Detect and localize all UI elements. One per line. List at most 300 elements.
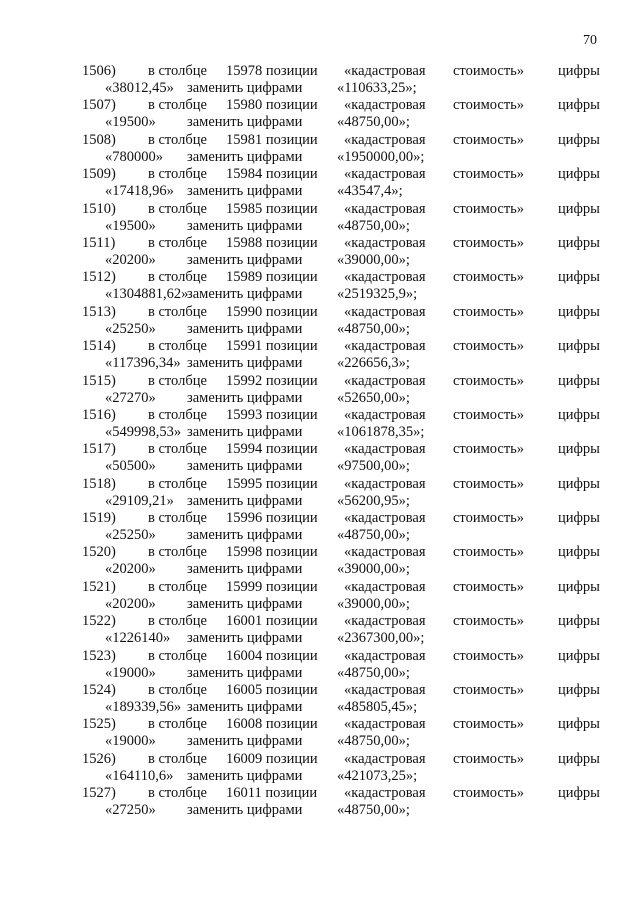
cadastral-text: «кадастровая <box>344 613 426 630</box>
in-column-text: в столбце <box>148 613 207 630</box>
column-number: 15998 <box>226 544 263 561</box>
amendment-line-1 <box>82 304 604 321</box>
item-number: 1513) <box>82 303 116 320</box>
column-position <box>226 304 318 321</box>
item-number: 1522) <box>82 613 116 630</box>
digits-text: цифры <box>558 682 600 699</box>
amendment-item <box>82 269 604 303</box>
column-number: 15978 <box>226 63 263 79</box>
cadastral-text: «кадастровая <box>344 303 426 320</box>
replace-with-text: заменить цифрами <box>187 80 303 96</box>
amendment-item <box>82 682 604 716</box>
column-position <box>226 579 318 596</box>
value-word-text: стоимость» <box>453 97 525 114</box>
column-number: 15999 <box>226 578 263 595</box>
column-number: 16005 <box>226 682 263 699</box>
column-position <box>226 338 318 355</box>
positions-text: позиции <box>265 269 318 286</box>
column-number: 15980 <box>226 97 263 114</box>
new-value: «48750,00»; <box>337 320 410 337</box>
cadastral-text: «кадастровая <box>344 338 426 355</box>
column-position <box>226 544 318 561</box>
column-position <box>226 201 318 218</box>
cadastral-text: «кадастровая <box>344 578 426 595</box>
new-value: «52650,00»; <box>337 389 410 406</box>
item-number: 1516) <box>82 406 116 423</box>
replace-with-text: заменить цифрами <box>187 355 303 372</box>
positions-text: позиции <box>265 406 318 423</box>
item-number: 1515) <box>82 372 116 389</box>
amendment-item <box>82 304 604 338</box>
column-number: 16011 <box>226 785 262 802</box>
amendment-line-1 <box>82 751 604 768</box>
column-position <box>226 476 318 493</box>
column-number: 15989 <box>226 269 263 286</box>
column-number: 15990 <box>226 303 263 320</box>
column-position <box>226 648 318 665</box>
value-word-text: стоимость» <box>453 166 525 183</box>
item-number: 1523) <box>82 647 116 664</box>
new-value: «226656,3»; <box>337 355 410 372</box>
in-column-text: в столбце <box>148 441 207 458</box>
digits-text: цифры <box>558 785 600 802</box>
amendment-item <box>82 235 604 269</box>
replace-with-text: заменить цифрами <box>187 492 303 509</box>
column-number: 15995 <box>226 475 263 492</box>
positions-text: позиции <box>265 785 318 802</box>
item-number: 1509) <box>82 166 116 183</box>
amendment-line-1 <box>82 648 604 665</box>
column-position <box>226 407 318 424</box>
old-value: «780000» <box>105 148 163 165</box>
value-word-text: стоимость» <box>453 475 525 492</box>
digits-text: цифры <box>558 131 600 148</box>
digits-text: цифры <box>558 441 600 458</box>
old-value: «164110,6» <box>105 767 174 784</box>
old-value: «19000» <box>105 733 156 750</box>
amendment-item <box>82 510 604 544</box>
amendment-line-1 <box>82 613 604 630</box>
page-number: 70 <box>583 33 597 48</box>
column-position <box>226 441 318 458</box>
positions-text: позиции <box>265 613 318 630</box>
column-position <box>226 751 318 768</box>
amendment-line-1 <box>82 510 604 527</box>
digits-text: цифры <box>558 338 600 355</box>
document-body <box>82 63 604 820</box>
column-number: 15984 <box>226 166 263 183</box>
new-value: «97500,00»; <box>337 458 410 475</box>
column-number: 15993 <box>226 406 263 423</box>
in-column-text: в столбце <box>148 97 207 114</box>
value-word-text: стоимость» <box>453 682 525 699</box>
old-value: «19000» <box>105 664 156 681</box>
positions-text: позиции <box>265 97 318 114</box>
amendment-item <box>82 63 604 97</box>
item-number: 1524) <box>82 682 116 699</box>
column-number: 16001 <box>226 613 263 630</box>
cadastral-text: «кадастровая <box>344 406 426 423</box>
replace-with-text: заменить цифрами <box>187 802 303 819</box>
old-value: «549998,53» <box>105 423 182 440</box>
cadastral-text: «кадастровая <box>344 716 426 733</box>
item-number: 1525) <box>82 716 116 733</box>
in-column-text: в столбце <box>148 303 207 320</box>
cadastral-text: «кадастровая <box>344 131 426 148</box>
replace-with-text: заменить цифрами <box>187 320 303 337</box>
in-column-text: в столбце <box>148 647 207 664</box>
old-value: «189339,56» <box>105 699 182 716</box>
item-number: 1526) <box>82 750 116 767</box>
digits-text: цифры <box>558 97 600 114</box>
amendment-line-1 <box>82 407 604 424</box>
positions-text: позиции <box>265 63 318 79</box>
amendment-line-2 <box>82 768 604 785</box>
amendment-line-1 <box>82 441 604 458</box>
amendment-line-2 <box>82 561 604 578</box>
value-word-text: стоимость» <box>453 200 525 217</box>
item-number: 1519) <box>82 510 116 527</box>
amendment-item <box>82 785 604 819</box>
old-value: «20200» <box>105 251 156 268</box>
amendment-item <box>82 716 604 750</box>
amendment-item <box>82 476 604 510</box>
replace-with-text: заменить цифрами <box>187 217 303 234</box>
in-column-text: в столбце <box>148 200 207 217</box>
column-number: 15994 <box>226 441 263 458</box>
replace-with-text: заменить цифрами <box>187 183 303 200</box>
digits-text: цифры <box>558 544 600 561</box>
new-value: «48750,00»; <box>337 733 410 750</box>
cadastral-text: «кадастровая <box>344 647 426 664</box>
in-column-text: в столбце <box>148 63 207 79</box>
column-number: 15992 <box>226 372 263 389</box>
old-value: «19500» <box>105 217 156 234</box>
cadastral-text: «кадастровая <box>344 441 426 458</box>
column-position <box>226 373 318 390</box>
digits-text: цифры <box>558 63 600 79</box>
old-value: «25250» <box>105 527 156 544</box>
cadastral-text: «кадастровая <box>344 372 426 389</box>
value-word-text: стоимость» <box>453 613 525 630</box>
cadastral-text: «кадастровая <box>344 97 426 114</box>
cadastral-text: «кадастровая <box>344 682 426 699</box>
positions-text: позиции <box>265 750 318 767</box>
digits-text: цифры <box>558 372 600 389</box>
digits-text: цифры <box>558 406 600 423</box>
amendment-line-2 <box>82 390 604 407</box>
replace-with-text: заменить цифрами <box>187 595 303 612</box>
column-position <box>226 235 318 252</box>
old-value: «27270» <box>105 389 156 406</box>
digits-text: цифры <box>558 475 600 492</box>
item-number: 1520) <box>82 544 116 561</box>
in-column-text: в столбце <box>148 750 207 767</box>
digits-text: цифры <box>558 750 600 767</box>
in-column-text: в столбце <box>148 475 207 492</box>
value-word-text: стоимость» <box>453 716 525 733</box>
amendment-item <box>82 338 604 372</box>
value-word-text: стоимость» <box>453 647 525 664</box>
digits-text: цифры <box>558 647 600 664</box>
cadastral-text: «кадастровая <box>344 269 426 286</box>
value-word-text: стоимость» <box>453 578 525 595</box>
cadastral-text: «кадастровая <box>344 544 426 561</box>
digits-text: цифры <box>558 303 600 320</box>
in-column-text: в столбце <box>148 131 207 148</box>
new-value: «485805,45»; <box>337 699 418 716</box>
digits-text: цифры <box>558 510 600 527</box>
value-word-text: стоимость» <box>453 441 525 458</box>
old-value: «25250» <box>105 320 156 337</box>
in-column-text: в столбце <box>148 372 207 389</box>
amendment-line-1 <box>82 132 604 149</box>
amendment-line-1 <box>82 544 604 561</box>
old-value: «20200» <box>105 561 156 578</box>
amendment-line-2 <box>82 80 604 97</box>
cadastral-text: «кадастровая <box>344 166 426 183</box>
value-word-text: стоимость» <box>453 406 525 423</box>
item-number: 1518) <box>82 475 116 492</box>
new-value: «39000,00»; <box>337 561 410 578</box>
amendment-item <box>82 97 604 131</box>
amendment-item <box>82 544 604 578</box>
amendment-line-1 <box>82 373 604 390</box>
value-word-text: стоимость» <box>453 131 525 148</box>
value-word-text: стоимость» <box>453 338 525 355</box>
in-column-text: в столбце <box>148 510 207 527</box>
cadastral-text: «кадастровая <box>344 200 426 217</box>
column-position <box>226 132 318 149</box>
column-number: 16009 <box>226 750 263 767</box>
old-value: «1304881,62» <box>105 286 189 303</box>
column-number: 15985 <box>226 200 263 217</box>
amendment-item <box>82 201 604 235</box>
new-value: «48750,00»; <box>337 802 410 819</box>
amendment-line-2 <box>82 114 604 131</box>
amendment-line-1 <box>82 716 604 733</box>
amendment-item <box>82 613 604 647</box>
amendment-line-1 <box>82 682 604 699</box>
positions-text: позиции <box>265 338 318 355</box>
new-value: «48750,00»; <box>337 664 410 681</box>
amendment-line-2 <box>82 665 604 682</box>
positions-text: позиции <box>265 200 318 217</box>
amendment-line-2 <box>82 355 604 372</box>
new-value: «43547,4»; <box>337 183 403 200</box>
column-number: 15988 <box>226 234 263 251</box>
replace-with-text: заменить цифрами <box>187 630 303 647</box>
amendment-line-1 <box>82 235 604 252</box>
amendment-item <box>82 407 604 441</box>
new-value: «56200,95»; <box>337 492 410 509</box>
replace-with-text: заменить цифрами <box>187 767 303 784</box>
new-value: «39000,00»; <box>337 595 410 612</box>
column-number: 15991 <box>226 338 263 355</box>
old-value: «19500» <box>105 114 156 131</box>
value-word-text: стоимость» <box>453 785 525 802</box>
column-number: 16008 <box>226 716 263 733</box>
new-value: «110633,25»; <box>337 80 417 96</box>
in-column-text: в столбце <box>148 269 207 286</box>
new-value: «2367300,00»; <box>337 630 425 647</box>
positions-text: позиции <box>265 234 318 251</box>
amendment-line-1 <box>82 269 604 286</box>
replace-with-text: заменить цифрами <box>187 733 303 750</box>
positions-text: позиции <box>265 131 318 148</box>
amendment-line-2 <box>82 149 604 166</box>
in-column-text: в столбце <box>148 544 207 561</box>
item-number: 1506) <box>82 63 116 79</box>
amendment-line-2 <box>82 424 604 441</box>
item-number: 1507) <box>82 97 116 114</box>
replace-with-text: заменить цифрами <box>187 527 303 544</box>
amendment-line-1 <box>82 166 604 183</box>
replace-with-text: заменить цифрами <box>187 699 303 716</box>
amendment-line-2 <box>82 218 604 235</box>
cadastral-text: «кадастровая <box>344 510 426 527</box>
column-position <box>226 166 318 183</box>
amendment-item <box>82 751 604 785</box>
positions-text: позиции <box>265 716 318 733</box>
amendment-line-2 <box>82 596 604 613</box>
amendment-item <box>82 648 604 682</box>
item-number: 1510) <box>82 200 116 217</box>
cadastral-text: «кадастровая <box>344 475 426 492</box>
amendment-item <box>82 132 604 166</box>
positions-text: позиции <box>265 544 318 561</box>
in-column-text: в столбце <box>148 166 207 183</box>
amendment-line-1 <box>82 338 604 355</box>
amendment-line-2 <box>82 699 604 716</box>
in-column-text: в столбце <box>148 406 207 423</box>
positions-text: позиции <box>265 682 318 699</box>
item-number: 1517) <box>82 441 116 458</box>
amendment-line-2 <box>82 493 604 510</box>
old-value: «50500» <box>105 458 156 475</box>
amendment-line-2 <box>82 458 604 475</box>
old-value: «1226140» <box>105 630 171 647</box>
old-value: «20200» <box>105 595 156 612</box>
column-position <box>226 785 317 802</box>
digits-text: цифры <box>558 200 600 217</box>
cadastral-text: «кадастровая <box>344 234 426 251</box>
in-column-text: в столбце <box>148 785 207 802</box>
replace-with-text: заменить цифрами <box>187 114 303 131</box>
old-value: «117396,34» <box>105 355 181 372</box>
amendment-line-1 <box>82 785 604 802</box>
column-number: 16004 <box>226 647 263 664</box>
value-word-text: стоимость» <box>453 510 525 527</box>
positions-text: позиции <box>265 475 318 492</box>
in-column-text: в столбце <box>148 338 207 355</box>
old-value: «27250» <box>105 802 156 819</box>
replace-with-text: заменить цифрами <box>187 286 303 303</box>
amendment-line-2 <box>82 321 604 338</box>
item-number: 1508) <box>82 131 116 148</box>
column-number: 15981 <box>226 131 263 148</box>
value-word-text: стоимость» <box>453 234 525 251</box>
replace-with-text: заменить цифрами <box>187 251 303 268</box>
column-position <box>226 716 318 733</box>
column-position <box>226 510 318 527</box>
old-value: «38012,45» <box>105 80 174 96</box>
in-column-text: в столбце <box>148 578 207 595</box>
item-number: 1511) <box>82 234 116 251</box>
item-number: 1527) <box>82 785 116 802</box>
positions-text: позиции <box>265 303 318 320</box>
new-value: «1061878,35»; <box>337 423 425 440</box>
new-value: «39000,00»; <box>337 251 410 268</box>
item-number: 1521) <box>82 578 116 595</box>
value-word-text: стоимость» <box>453 544 525 561</box>
amendment-line-2 <box>82 286 604 303</box>
old-value: «17418,96» <box>105 183 174 200</box>
amendment-line-1 <box>82 476 604 493</box>
in-column-text: в столбце <box>148 716 207 733</box>
value-word-text: стоимость» <box>453 750 525 767</box>
amendment-item <box>82 166 604 200</box>
amendment-line-2 <box>82 252 604 269</box>
digits-text: цифры <box>558 166 600 183</box>
new-value: «1950000,00»; <box>337 148 425 165</box>
new-value: «48750,00»; <box>337 114 410 131</box>
value-word-text: стоимость» <box>453 269 525 286</box>
new-value: «48750,00»; <box>337 527 410 544</box>
amendment-item <box>82 579 604 613</box>
amendment-line-1 <box>82 579 604 596</box>
cadastral-text: «кадастровая <box>344 750 426 767</box>
positions-text: позиции <box>265 647 318 664</box>
amendment-line-2 <box>82 630 604 647</box>
amendment-line-1 <box>82 97 604 114</box>
amendment-line-1 <box>82 201 604 218</box>
positions-text: позиции <box>265 166 318 183</box>
column-position <box>226 97 318 114</box>
positions-text: позиции <box>265 578 318 595</box>
column-position <box>226 682 318 699</box>
column-position <box>226 269 318 286</box>
new-value: «421073,25»; <box>337 767 418 784</box>
column-position <box>226 613 318 630</box>
positions-text: позиции <box>265 441 318 458</box>
in-column-text: в столбце <box>148 234 207 251</box>
digits-text: цифры <box>558 234 600 251</box>
value-word-text: стоимость» <box>453 372 525 389</box>
positions-text: позиции <box>265 510 318 527</box>
replace-with-text: заменить цифрами <box>187 389 303 406</box>
positions-text: позиции <box>265 372 318 389</box>
old-value: «29109,21» <box>105 492 174 509</box>
digits-text: цифры <box>558 716 600 733</box>
amendment-line-2 <box>82 183 604 200</box>
new-value: «48750,00»; <box>337 217 410 234</box>
replace-with-text: заменить цифрами <box>187 423 303 440</box>
in-column-text: в столбце <box>148 682 207 699</box>
digits-text: цифры <box>558 578 600 595</box>
column-position <box>226 63 318 80</box>
cadastral-text: «кадастровая <box>344 63 426 79</box>
cadastral-text: «кадастровая <box>344 785 426 802</box>
replace-with-text: заменить цифрами <box>187 148 303 165</box>
value-word-text: стоимость» <box>453 303 525 320</box>
amendment-line-2 <box>82 733 604 750</box>
digits-text: цифры <box>558 613 600 630</box>
new-value: «2519325,9»; <box>337 286 418 303</box>
replace-with-text: заменить цифрами <box>187 561 303 578</box>
digits-text: цифры <box>558 269 600 286</box>
amendment-item <box>82 373 604 407</box>
